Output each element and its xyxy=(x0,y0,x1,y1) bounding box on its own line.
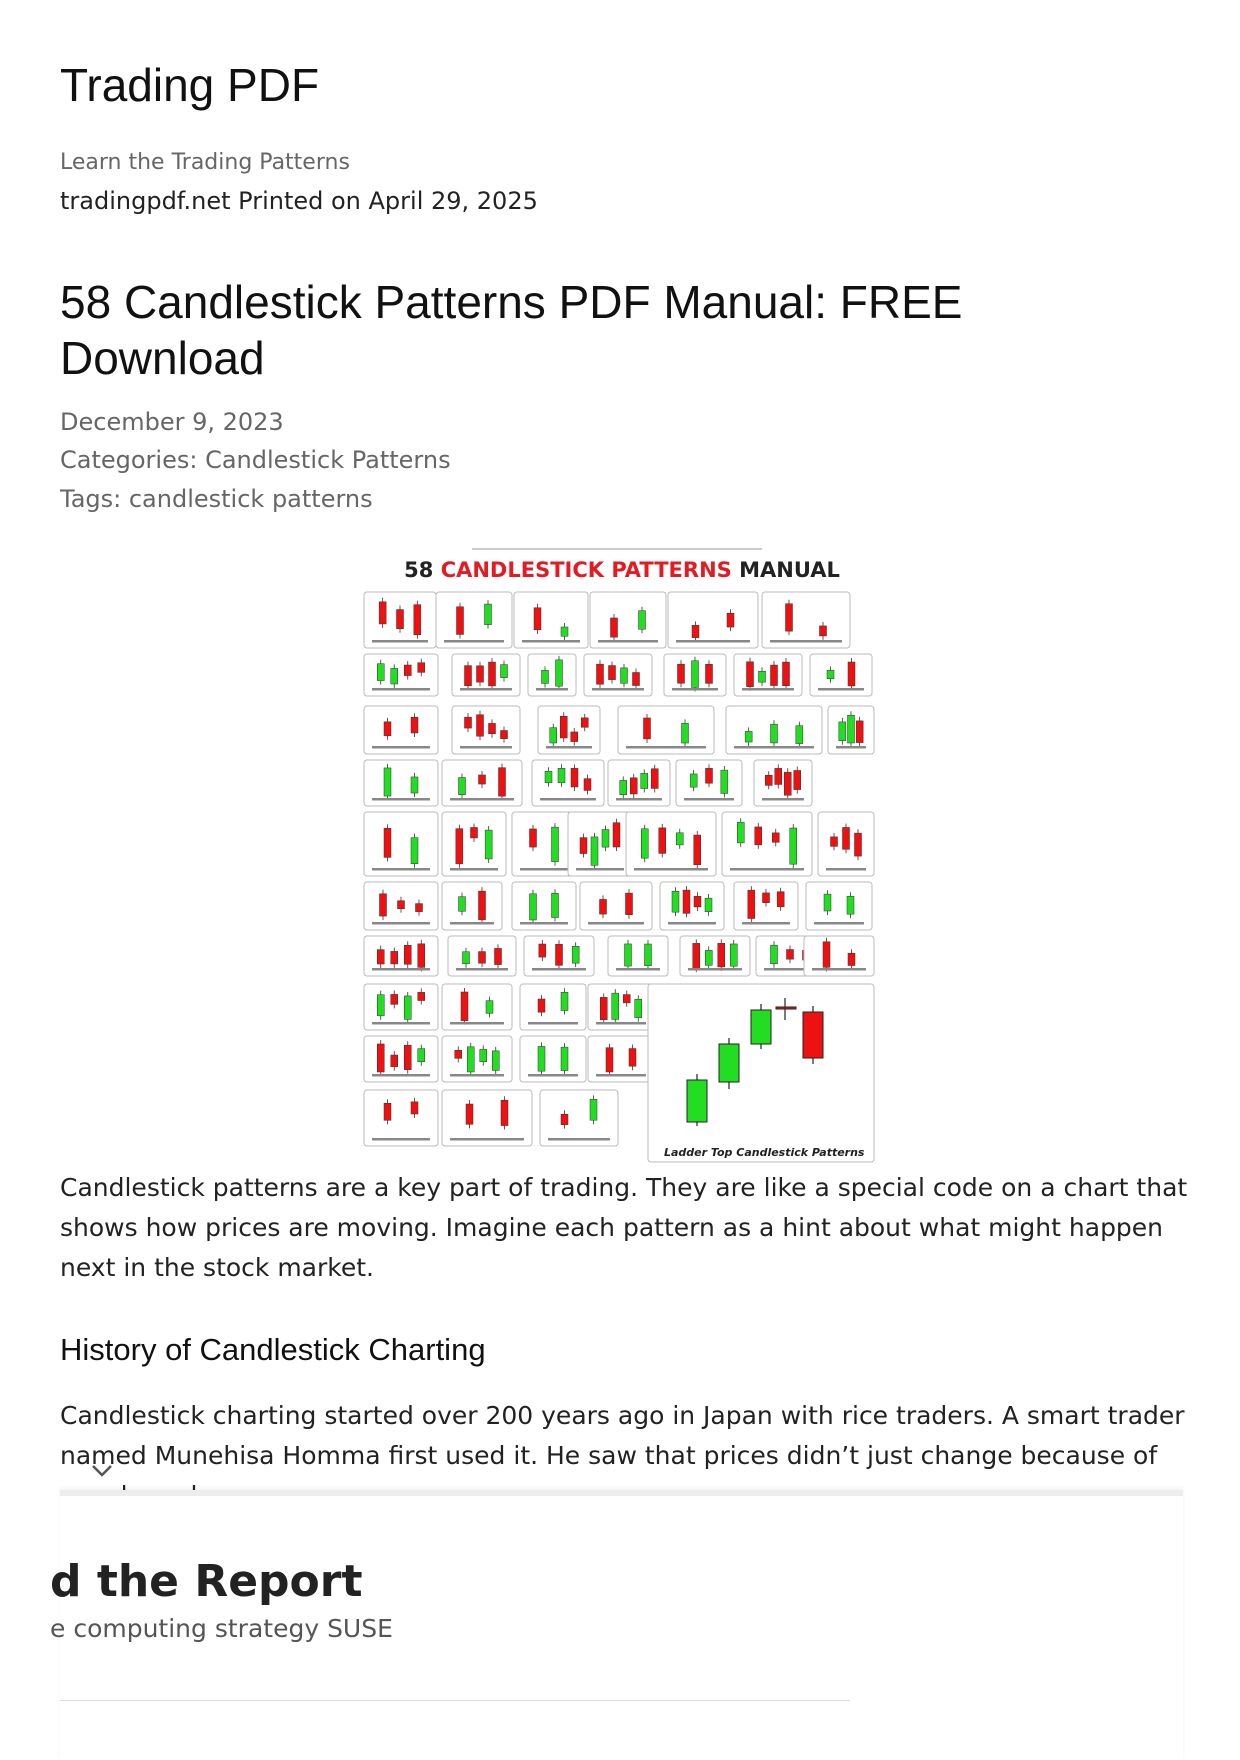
post-tags xyxy=(60,485,373,513)
thumbnail-caption-line xyxy=(450,798,514,801)
manual-heading-suffix: MANUAL xyxy=(731,558,840,582)
thumbnail-candle xyxy=(561,627,568,636)
thumbnail-candle xyxy=(530,829,537,847)
thumbnail-caption-line xyxy=(540,798,596,801)
thumbnail-candle xyxy=(404,1045,411,1069)
thumbnail-candle xyxy=(745,731,752,742)
thumbnail-candle xyxy=(552,827,559,862)
thumbnail-candle xyxy=(633,672,640,685)
thumbnail-caption-line xyxy=(742,922,790,925)
thumbnail-candle xyxy=(467,1047,474,1072)
thumbnail-candle xyxy=(501,665,508,678)
chevron-down-icon[interactable] xyxy=(90,1462,114,1480)
thumbnail-candle xyxy=(561,992,568,1010)
pattern-thumbnail-56 xyxy=(442,1090,532,1146)
thumbnail-candle xyxy=(455,1050,462,1058)
thumbnail-candle xyxy=(855,833,862,856)
thumbnail-caption-line xyxy=(734,746,814,749)
thumbnail-candle xyxy=(384,768,391,796)
thumbnail-candle xyxy=(602,830,609,848)
thumbnail-candle xyxy=(600,997,607,1019)
patterns-manual-graphic xyxy=(362,544,882,1174)
thumbnail-caption-line xyxy=(528,1074,578,1077)
thumbnail-candle xyxy=(730,944,737,966)
thumbnail-caption-line xyxy=(450,868,498,871)
thumbnail-candle xyxy=(621,668,628,683)
pattern-thumbnail-4 xyxy=(590,592,666,648)
thumbnail-candle xyxy=(827,670,834,678)
thumbnail-candle xyxy=(479,775,486,784)
thumbnail-candle xyxy=(771,724,778,743)
thumbnail-caption-line xyxy=(444,640,504,643)
thumbnail-caption-line xyxy=(450,1022,504,1025)
thumbnail-candle xyxy=(411,777,418,793)
thumbnail-candle xyxy=(611,618,618,637)
patterns-manual-image xyxy=(362,544,882,1174)
thumbnail-caption-line xyxy=(372,688,430,691)
thumbnail-candle xyxy=(465,717,472,728)
thumbnail-caption-line xyxy=(770,640,842,643)
thumbnail-caption-line xyxy=(812,968,866,971)
thumbnail-candle xyxy=(721,770,728,793)
thumbnail-candle xyxy=(485,830,492,859)
thumbnail-candle xyxy=(790,828,797,864)
manual-heading-prefix: 58 xyxy=(404,558,441,582)
thumbnail-candle xyxy=(558,768,565,783)
thumbnail-candle xyxy=(635,999,642,1017)
thumbnail-candle xyxy=(501,731,508,739)
thumbnail-candle xyxy=(772,833,779,842)
thumbnail-caption-line xyxy=(450,1138,524,1141)
featured-candle-5 xyxy=(803,1012,823,1058)
thumbnail-caption-line xyxy=(826,868,866,871)
thumbnail-candle xyxy=(457,607,464,635)
thumbnail-caption-line xyxy=(836,746,866,749)
thumbnail-candle xyxy=(672,891,679,912)
thumbnail-caption-line xyxy=(730,868,804,871)
thumbnail-candle xyxy=(539,944,546,957)
thumbnail-candle xyxy=(495,948,502,964)
thumbnail-candle xyxy=(839,722,846,741)
thumbnail-candle xyxy=(848,715,855,743)
category-link[interactable]: Candlestick Patterns xyxy=(205,446,451,474)
thumbnail-candle xyxy=(545,771,552,782)
thumbnail-caption-line xyxy=(818,688,864,691)
thumbnail-caption-line xyxy=(616,798,662,801)
thumbnail-candle xyxy=(584,779,591,791)
thumbnail-candle xyxy=(755,827,762,845)
thumbnail-candle xyxy=(397,610,404,629)
thumbnail-candle xyxy=(820,626,827,636)
pattern-thumbnail-6 xyxy=(762,592,850,648)
pattern-thumbnail-29 xyxy=(568,812,632,876)
thumbnail-candle xyxy=(651,769,658,789)
thumbnail-caption-line xyxy=(684,798,734,801)
thumbnail-candle xyxy=(398,901,405,909)
thumbnail-candle xyxy=(783,662,790,686)
thumbnail-candle xyxy=(630,778,637,794)
pattern-thumbnail-55 xyxy=(364,1090,438,1146)
thumbnail-candle xyxy=(775,768,782,784)
thumbnail-candle xyxy=(499,768,506,797)
thumbnail-caption-line xyxy=(742,688,794,691)
featured-candle-3 xyxy=(751,1010,771,1044)
thumbnail-candle xyxy=(530,894,537,920)
thumbnail-candle xyxy=(678,664,685,683)
thumbnail-caption-line xyxy=(450,922,494,925)
thumbnail-candle xyxy=(492,1051,499,1071)
thumbnail-candle xyxy=(843,827,850,849)
thumbnail-caption-line xyxy=(634,868,708,871)
thumbnail-candle xyxy=(461,992,468,1021)
thumbnail-candle xyxy=(771,665,778,685)
thumbnail-candle xyxy=(477,666,484,682)
ad-divider xyxy=(60,1700,850,1701)
thumbnail-caption-line xyxy=(460,688,512,691)
thumbnail-candle xyxy=(623,995,630,1003)
thumbnail-candle xyxy=(380,894,387,916)
thumbnail-candle xyxy=(391,668,398,684)
thumbnail-candle xyxy=(641,829,648,858)
thumbnail-candle xyxy=(787,950,794,960)
thumbnail-candle xyxy=(542,670,549,683)
thumbnail-caption-line xyxy=(688,968,742,971)
featured-pattern-tile xyxy=(648,984,874,1162)
thumbnail-caption-line xyxy=(676,640,750,643)
thumbnail-candle xyxy=(786,604,793,631)
thumbnail-candle xyxy=(727,613,734,627)
thumbnail-candle xyxy=(590,1099,597,1120)
thumbnail-candle xyxy=(694,896,701,907)
thumbnail-candle xyxy=(794,770,801,789)
thumbnail-caption-line xyxy=(546,746,592,749)
thumbnail-caption-line xyxy=(456,968,508,971)
thumbnail-candle xyxy=(418,944,425,968)
thumbnail-candle xyxy=(377,664,384,681)
thumbnail-candle xyxy=(550,728,557,743)
thumbnail-candle xyxy=(718,943,725,967)
thumbnail-caption-line xyxy=(576,868,624,871)
thumbnail-caption-line xyxy=(372,922,430,925)
site-tagline: Learn the Trading Patterns xyxy=(60,150,350,175)
post-date: December 9, 2023 xyxy=(60,408,284,436)
thumbnail-caption-line xyxy=(814,922,864,925)
thumbnail-candle xyxy=(560,716,567,738)
thumbnail-candle xyxy=(692,625,699,637)
site-title[interactable]: Trading PDF xyxy=(60,59,320,111)
thumbnail-caption-line xyxy=(598,640,658,643)
thumbnail-candle xyxy=(418,663,425,673)
thumbnail-caption-line xyxy=(532,968,586,971)
thumbnail-candle xyxy=(683,890,690,913)
thumbnail-candle xyxy=(404,665,411,676)
thumbnail-candle xyxy=(552,893,559,917)
thumbnail-candle xyxy=(456,829,463,864)
thumbnail-caption-line xyxy=(762,798,804,801)
thumbnail-candle xyxy=(489,662,496,686)
thumbnail-candle xyxy=(705,898,712,912)
thumbnail-caption-line xyxy=(668,922,716,925)
thumbnail-candle xyxy=(477,715,484,736)
thumbnail-candle xyxy=(690,774,697,787)
thumbnail-caption-line xyxy=(596,1022,646,1025)
thumbnail-candle xyxy=(459,778,466,795)
thumbnail-candle xyxy=(479,891,486,920)
thumbnail-caption-line xyxy=(460,746,512,749)
pattern-thumbnail-5 xyxy=(668,592,758,648)
thumbnail-candle xyxy=(831,837,838,847)
thumbnail-candle xyxy=(391,994,398,1004)
featured-caption: Ladder Top Candlestick Patterns xyxy=(664,1146,865,1159)
thumbnail-candle xyxy=(644,718,651,739)
featured-candle-1 xyxy=(687,1080,707,1122)
thumbnail-candle xyxy=(411,1102,418,1114)
thumbnail-candle xyxy=(379,602,386,624)
thumbnail-candle xyxy=(486,1001,493,1014)
thumbnail-candle xyxy=(706,768,713,783)
thumbnail-candle xyxy=(465,666,472,686)
thumbnail-candle xyxy=(418,992,425,1000)
thumbnail-candle xyxy=(606,1048,613,1072)
thumbnail-candle xyxy=(763,893,770,903)
pattern-thumbnail-3 xyxy=(514,592,588,648)
featured-candle-4 xyxy=(776,1007,796,1009)
thumbnail-candle xyxy=(391,951,398,964)
thumbnail-candle xyxy=(847,896,854,914)
thumbnail-candle xyxy=(771,945,778,964)
thumbnail-candle xyxy=(471,827,478,837)
tags-label: Tags: xyxy=(60,485,129,513)
thumbnail-candle xyxy=(641,773,648,788)
thumbnail-candle xyxy=(571,768,578,787)
thumbnail-candle xyxy=(404,996,411,1019)
post-title: 58 Candlestick Patterns PDF Manual: FREE Download xyxy=(60,276,963,384)
thumbnail-candle xyxy=(706,664,713,683)
printed-line: tradingpdf.net Printed on April 29, 2025 xyxy=(60,187,538,215)
thumbnail-candle xyxy=(561,1114,568,1124)
thumbnail-candle xyxy=(784,772,791,795)
thumbnail-candle xyxy=(796,726,803,744)
thumbnail-candle xyxy=(581,718,588,727)
thumbnail-candle xyxy=(612,993,619,1019)
thumbnail-candle xyxy=(629,1049,636,1067)
thumbnail-candle xyxy=(705,950,712,965)
thumbnail-caption-line xyxy=(372,868,430,871)
thumbnail-candle xyxy=(479,952,486,964)
thumbnail-candle xyxy=(609,666,616,680)
manual-heading-highlight: CANDLESTICK PATTERNS xyxy=(440,558,732,582)
thumbnail-candle xyxy=(580,838,587,854)
thumbnail-caption-line xyxy=(528,1022,578,1025)
thumbnail-candle xyxy=(856,721,863,743)
thumbnail-candle xyxy=(377,995,384,1016)
thumbnail-candle xyxy=(384,722,391,736)
thumbnail-candle xyxy=(824,894,831,911)
thumbnail-candle xyxy=(777,892,784,907)
thumbnail-caption-line xyxy=(450,1074,504,1077)
thumbnail-candle xyxy=(848,662,855,686)
thumbnail-caption-line xyxy=(616,968,660,971)
thumbnail-caption-line xyxy=(626,746,706,749)
thumbnail-candle xyxy=(534,608,541,630)
thumbnail-caption-line xyxy=(522,640,580,643)
thumbnail-candle xyxy=(765,775,772,785)
thumbnail-caption-line xyxy=(372,1138,430,1141)
thumbnail-candle xyxy=(384,828,391,857)
thumbnail-candle xyxy=(377,950,384,964)
pattern-thumbnail-28 xyxy=(512,812,576,876)
thumbnail-candle xyxy=(377,1044,384,1072)
thumbnail-caption-line xyxy=(372,1074,430,1077)
thumbnail-candle xyxy=(414,605,421,635)
thumbnail-candle xyxy=(682,723,689,743)
thumbnail-candle xyxy=(747,662,754,687)
thumbnail-candle xyxy=(571,732,578,742)
thumbnail-candle xyxy=(411,838,418,864)
thumbnail-candle xyxy=(489,723,496,733)
ad-title[interactable]: d the Report xyxy=(50,1556,363,1607)
thumbnail-candle xyxy=(692,661,699,688)
thumbnail-caption-line xyxy=(520,868,568,871)
thumbnail-candle xyxy=(625,944,632,966)
pattern-thumbnail-27 xyxy=(442,812,506,876)
thumbnail-candle xyxy=(384,1103,391,1120)
thumbnail-candle xyxy=(600,899,607,914)
thumbnail-caption-line xyxy=(372,640,428,643)
thumbnail-candle xyxy=(591,837,598,865)
thumbnail-candle xyxy=(626,893,633,915)
thumbnail-candle xyxy=(463,952,470,964)
thumbnail-candle xyxy=(416,904,423,912)
tag-link[interactable]: candlestick patterns xyxy=(128,485,373,513)
thumbnail-candle xyxy=(748,890,755,918)
thumbnail-candle xyxy=(459,897,466,912)
history-heading: History of Candlestick Charting xyxy=(60,1332,486,1367)
thumbnail-caption-line xyxy=(372,746,430,749)
ad-subtitle: e computing strategy SUSE xyxy=(50,1614,393,1643)
pattern-thumbnail-57 xyxy=(540,1090,618,1146)
thumbnail-candle xyxy=(538,1046,545,1071)
thumbnail-candle xyxy=(538,999,545,1012)
thumbnail-caption-line xyxy=(548,1138,610,1141)
thumbnail-caption-line xyxy=(592,688,644,691)
pattern-thumbnail-31 xyxy=(722,812,812,876)
thumbnail-candle xyxy=(694,835,701,865)
thumbnail-candle xyxy=(556,660,563,686)
thumbnail-candle xyxy=(391,1055,398,1067)
thumbnail-candle xyxy=(485,604,492,625)
history-paragraph: Candlestick charting started over 200 years ago in Japan with rice traders. A smart trader named Munehisa Homma first used it. He saw that prices didn’t just change because of xyxy=(60,1401,1185,1470)
featured-candle-2 xyxy=(719,1044,739,1082)
thumbnail-candle xyxy=(418,1049,425,1062)
thumbnail-candle xyxy=(597,664,604,684)
thumbnail-candle xyxy=(639,611,646,630)
intro-paragraph: Candlestick patterns are a key part of trading. They are like a special code on a chart that shows how prices are moving. Imagine each pattern as a hint about what might happen next in the stock market. xyxy=(60,1173,1188,1282)
thumbnail-caption-line xyxy=(672,688,718,691)
thumbnail-candle xyxy=(561,1047,568,1070)
thumbnail-caption-line xyxy=(520,922,568,925)
thumbnail-candle xyxy=(572,946,579,963)
pattern-thumbnail-30 xyxy=(626,812,716,876)
thumbnail-candle xyxy=(466,1104,473,1124)
pattern-thumbnail-2 xyxy=(436,592,512,648)
manual-heading xyxy=(404,558,840,582)
thumbnail-candle xyxy=(613,823,620,847)
thumbnail-caption-line xyxy=(372,798,430,801)
thumbnail-candle xyxy=(676,833,683,845)
thumbnail-candle xyxy=(645,944,652,966)
thumbnail-candle xyxy=(659,828,666,854)
thumbnail-caption-line xyxy=(588,922,644,925)
thumbnail-candle xyxy=(759,671,766,682)
thumbnail-caption-line xyxy=(372,1022,430,1025)
categories-label: Categories: xyxy=(60,446,206,474)
thumbnail-candle xyxy=(620,780,627,794)
thumbnail-candle xyxy=(501,1100,508,1125)
thumbnail-candle xyxy=(823,942,830,968)
thumbnail-caption-line xyxy=(372,968,430,971)
thumbnail-candle xyxy=(556,944,563,965)
thumbnail-candle xyxy=(411,717,418,733)
post-categories xyxy=(60,446,451,474)
thumbnail-candle xyxy=(737,822,744,843)
thumbnail-candle xyxy=(848,953,855,965)
pattern-thumbnail-26 xyxy=(364,812,438,876)
thumbnail-candle xyxy=(693,943,700,968)
thumbnail-candle xyxy=(480,1049,487,1061)
thumbnail-caption-line xyxy=(536,688,568,691)
thumbnail-caption-line xyxy=(596,1074,646,1077)
thumbnail-candle xyxy=(404,945,411,964)
